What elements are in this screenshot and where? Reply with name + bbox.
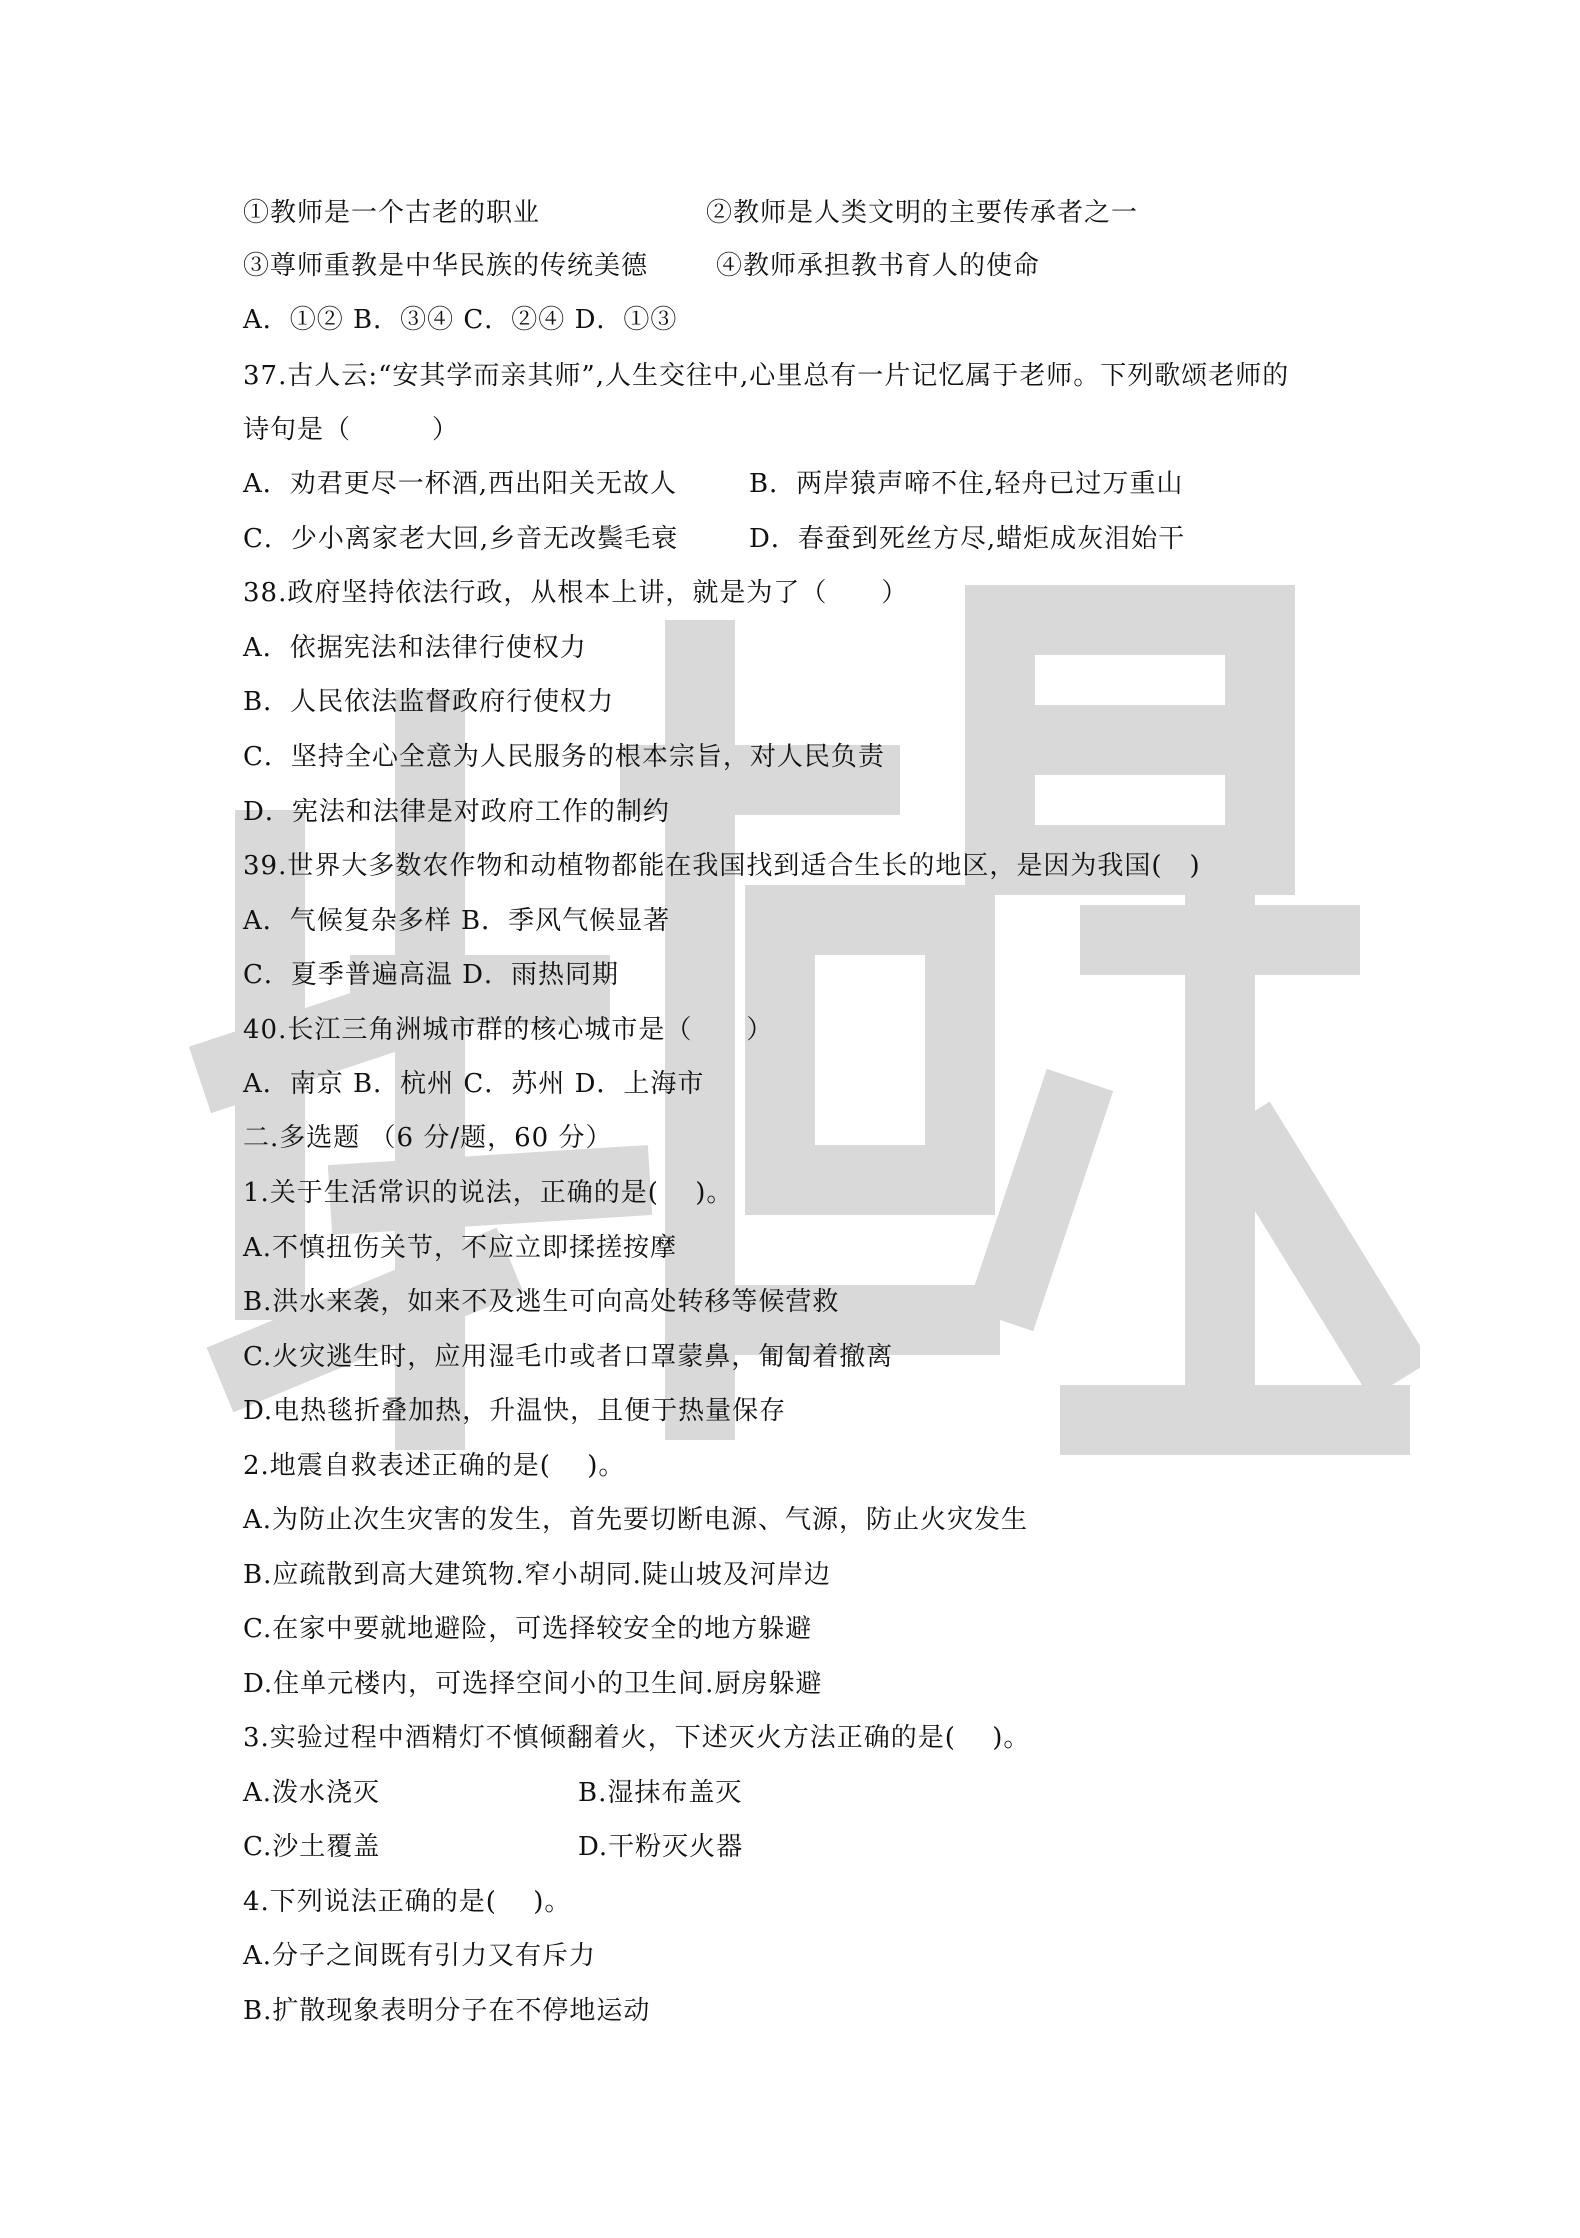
q39-choices-ab: A．气候复杂多样 B．季风气候显著	[243, 906, 671, 936]
q36-option-1: ①教师是一个古老的职业	[243, 198, 541, 228]
q36-choices: A．①② B．③④ C．②④ D．①③	[243, 305, 678, 335]
q38-choice-a: A．依据宪法和法律行使权力	[243, 633, 587, 663]
mq2-stem: 2.地震自救表述正确的是( )。	[243, 1451, 626, 1481]
mq2-choice-a: A.为防止次生灾害的发生，首先要切断电源、气源，防止火灾发生	[243, 1505, 1029, 1535]
mq4-stem: 4.下列说法正确的是( )。	[243, 1887, 572, 1917]
q38-stem: 38.政府坚持依法行政，从根本上讲，就是为了（ ）	[243, 578, 909, 608]
mq1-choice-a: A.不慎扭伤关节，不应立即揉搓按摩	[243, 1233, 678, 1263]
mq2-choice-b: B.应疏散到高大建筑物.窄小胡同.陡山坡及河岸边	[243, 1560, 831, 1590]
q37-stem-cont: 诗句是（ ）	[243, 415, 460, 445]
q40-choices: A．南京 B．杭州 C．苏州 D．上海市	[243, 1069, 705, 1099]
q37-choice-a: A．劝君更尽一杯酒,西出阳关无故人	[243, 469, 678, 499]
mq1-choice-d: D.电热毯折叠加热，升温快，且便于热量保存	[243, 1396, 787, 1426]
q38-choice-b: B．人民依法监督政府行使权力	[243, 687, 615, 717]
mq4-choice-b: B.扩散现象表明分子在不停地运动	[243, 1996, 651, 2026]
mq2-choice-c: C.在家中要就地避险，可选择较安全的地方躲避	[243, 1614, 813, 1644]
q36-option-3: ③尊师重教是中华民族的传统美德	[243, 251, 649, 281]
mq1-stem: 1.关于生活常识的说法，正确的是( )。	[243, 1178, 734, 1208]
section-heading: 二.多选题 （6 分/题，60 分）	[243, 1123, 613, 1153]
q37-stem: 37.古人云:“安其学而亲其师”,人生交往中,心里总有一片记忆属于老师。下列歌颂老师的	[243, 361, 1290, 391]
mq1-choice-c: C.火灾逃生时，应用湿毛巾或者口罩蒙鼻，匍匐着撤离	[243, 1342, 894, 1372]
q38-choice-d: D．宪法和法律是对政府工作的制约	[243, 797, 670, 827]
mq3-choice-d: D.干粉灭火器	[578, 1832, 744, 1862]
q38-choice-c: C．坚持全心全意为人民服务的根本宗旨，对人民负责	[243, 742, 885, 772]
q39-choices-cd: C．夏季普遍高温 D．雨热同期	[243, 960, 620, 990]
q37-choice-c: C．少小离家老大回,乡音无改鬓毛衰	[243, 524, 679, 554]
q39-stem: 39.世界大多数农作物和动植物都能在我国找到适合生长的地区，是因为我国( )	[243, 851, 1201, 881]
q37-choice-d: D．春蚕到死丝方尽,蜡炬成灰泪始干	[749, 524, 1186, 554]
q36-option-4: ④教师承担教书育人的使命	[716, 251, 1041, 281]
mq3-choice-c: C.沙土覆盖	[243, 1832, 381, 1862]
q36-option-2: ②教师是人类文明的主要传承者之一	[706, 198, 1139, 228]
mq3-choice-b: B.湿抹布盖灭	[578, 1778, 743, 1808]
mq3-stem: 3.实验过程中酒精灯不慎倾翻着火，下述灭火方法正确的是( )。	[243, 1723, 1031, 1753]
q37-choice-b: B．两岸猿声啼不住,轻舟已过万重山	[749, 469, 1184, 499]
q40-stem: 40.长江三角洲城市群的核心城市是（ ）	[243, 1015, 774, 1045]
mq3-choice-a: A.泼水浇灭	[243, 1778, 381, 1808]
mq2-choice-d: D.住单元楼内，可选择空间小的卫生间.厨房躲避	[243, 1669, 823, 1699]
mq1-choice-b: B.洪水来袭，如来不及逃生可向高处转移等候营救	[243, 1287, 840, 1317]
mq4-choice-a: A.分子之间既有引力又有斥力	[243, 1941, 597, 1971]
